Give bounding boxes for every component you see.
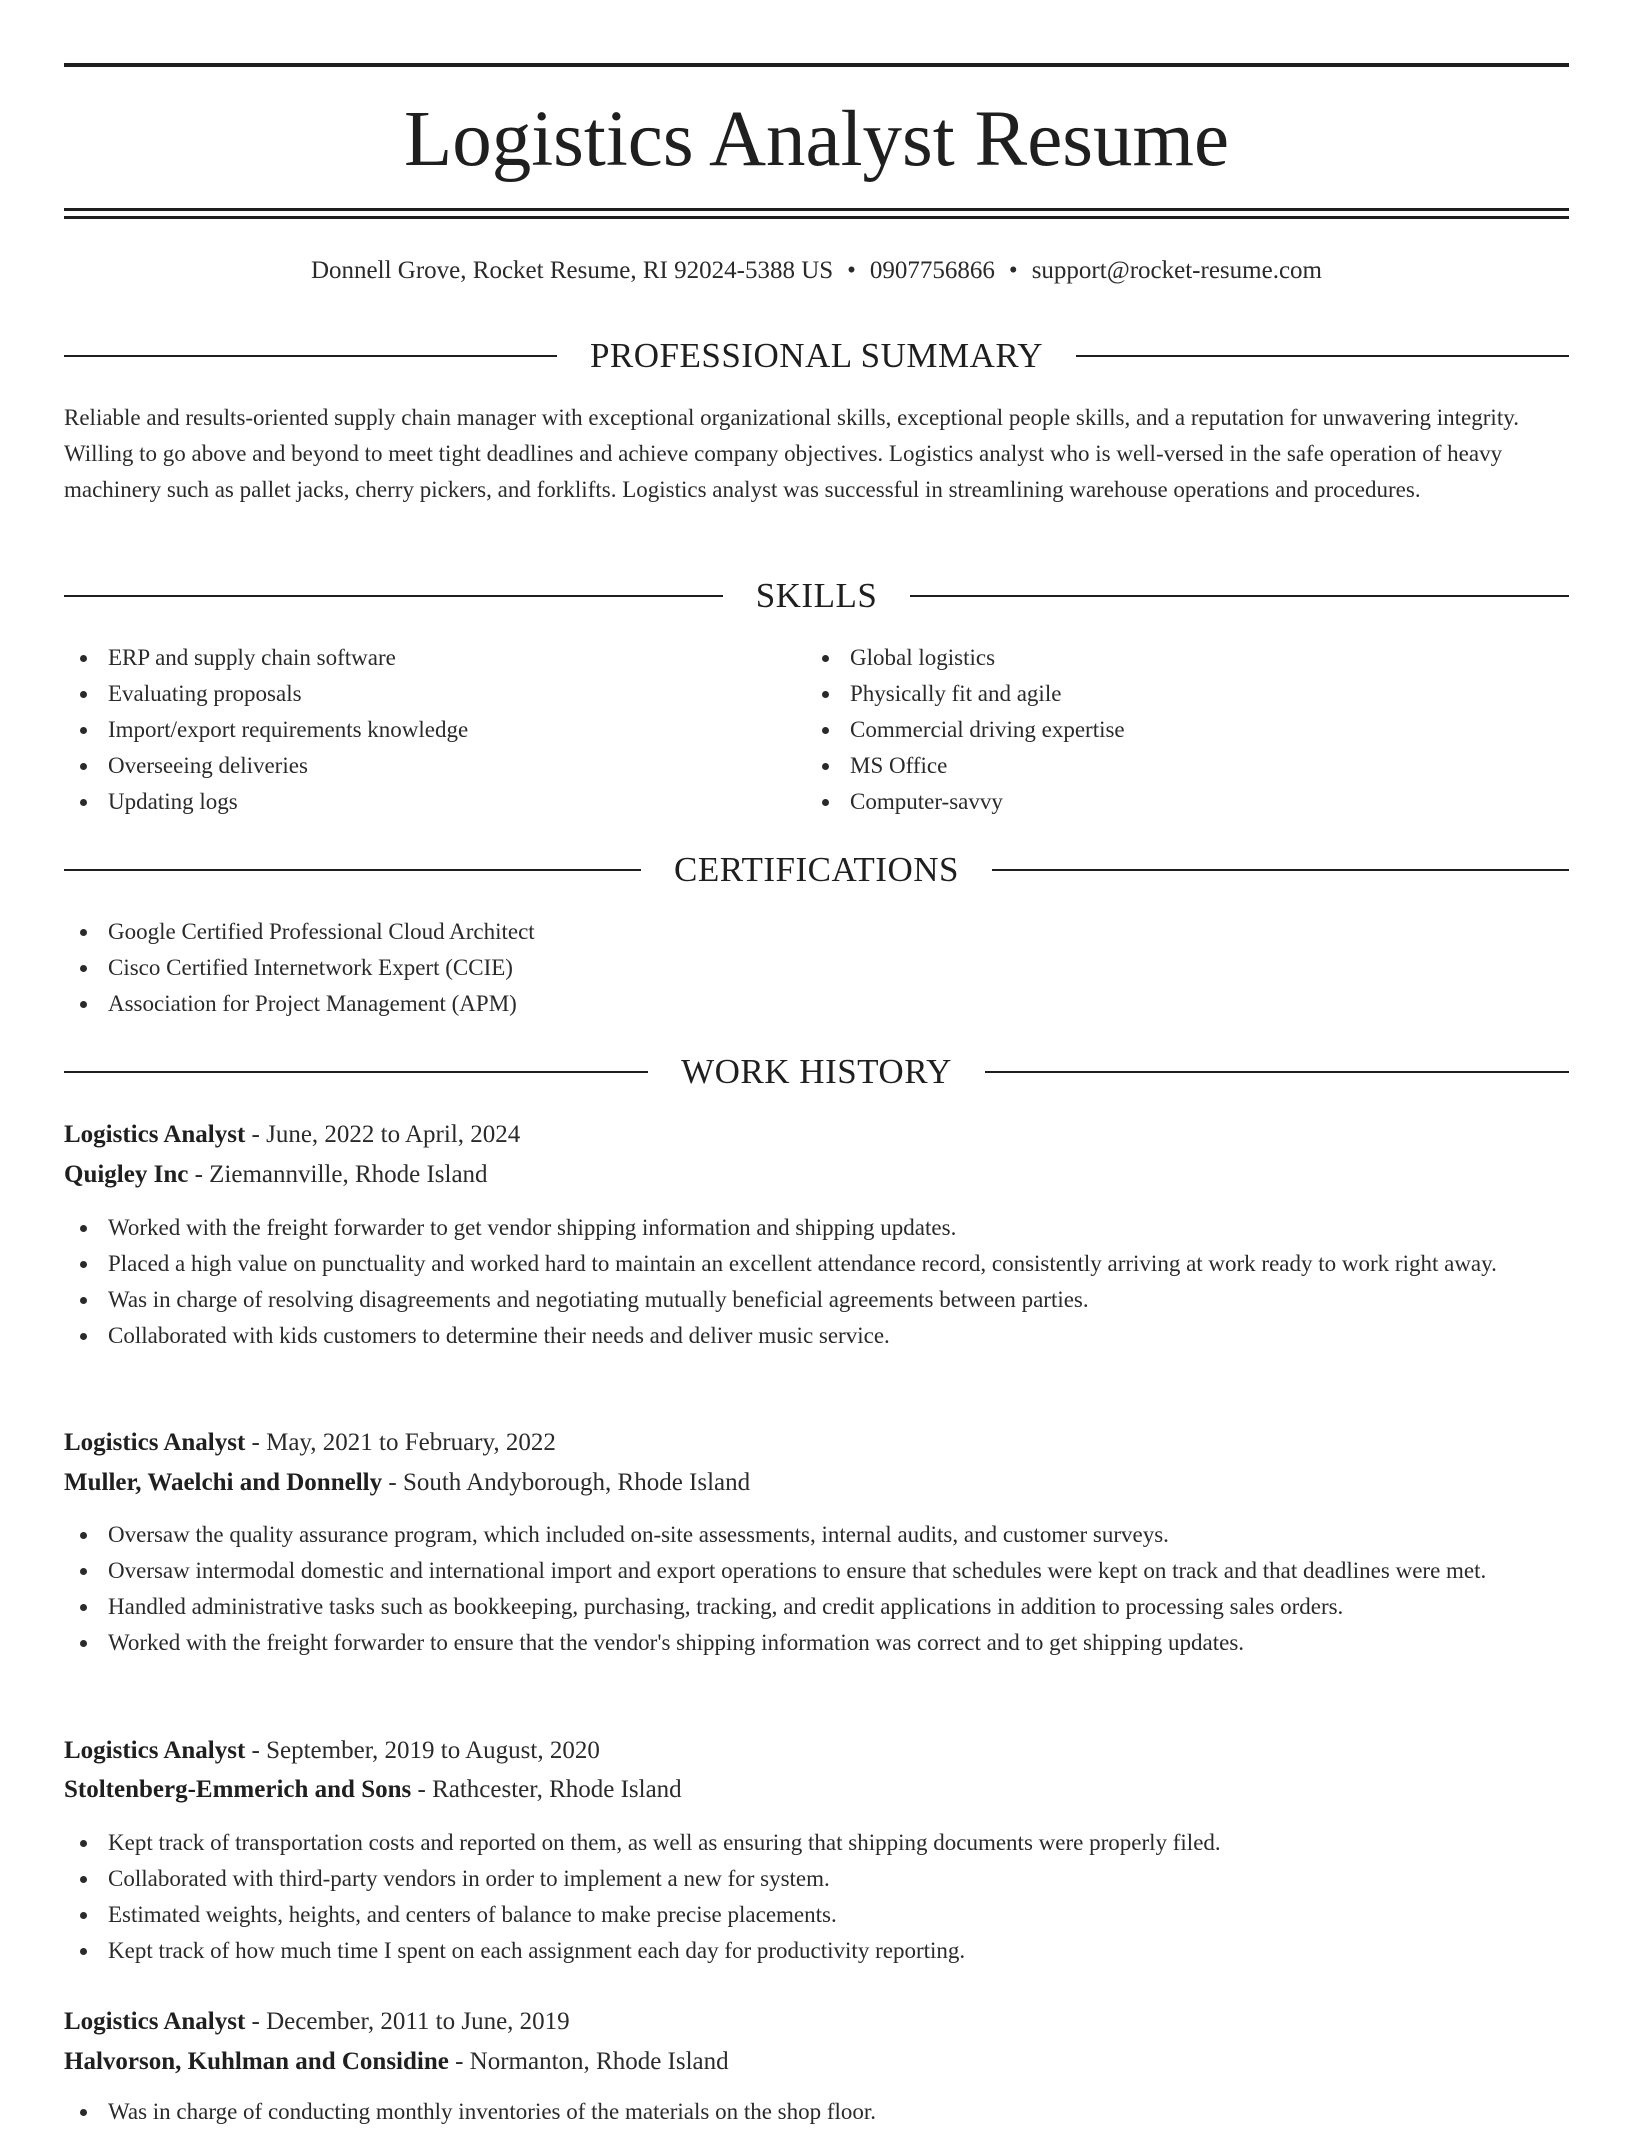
job-title: Logistics Analyst <box>64 1121 246 1148</box>
section-title-skills: SKILLS <box>755 576 878 615</box>
job-location: Normanton, Rhode Island <box>469 2048 729 2075</box>
job-bullets <box>64 1517 1569 1661</box>
skill-item: Updating logs <box>64 784 804 820</box>
certification-item: Association for Project Management (APM) <box>64 986 1569 1022</box>
skill-item: Evaluating proposals <box>64 676 804 712</box>
job-title: Logistics Analyst <box>64 1737 246 1764</box>
certification-item: Google Certified Professional Cloud Architect <box>64 914 1569 950</box>
job-title: Logistics Analyst <box>64 1429 246 1456</box>
skill-item: Physically fit and agile <box>806 676 1566 712</box>
job-title-line: Logistics Analyst - June, 2022 to April, 2024 <box>64 1121 521 1148</box>
contact-email: support@rocket-resume.com <box>1031 257 1322 284</box>
contact-address: Donnell Grove, Rocket Resume, RI 92024-5388 US <box>311 257 834 284</box>
skill-item: ERP and supply chain software <box>64 640 804 676</box>
section-rule-left <box>64 595 723 597</box>
job-company-line: Muller, Waelchi and Donnelly - South Andyborough, Rhode Island <box>64 1469 751 1496</box>
job-title: Logistics Analyst <box>64 2008 246 2035</box>
skills-list-right <box>806 640 1566 820</box>
job-bullets <box>64 1825 1569 1969</box>
job-location: South Andyborough, Rhode Island <box>402 1469 751 1496</box>
job-dates: June, 2022 to April, 2024 <box>266 1121 521 1148</box>
job-dates: December, 2011 to June, 2019 <box>266 2008 570 2035</box>
section-rule-right <box>985 1071 1569 1073</box>
job-bullets <box>64 1210 1569 1354</box>
skill-item: MS Office <box>806 748 1566 784</box>
job-bullet: Collaborated with third-party vendors in order to implement a new for system. <box>64 1861 1569 1897</box>
job-bullets <box>64 2094 1569 2130</box>
section-header-summary <box>64 334 1569 378</box>
job-bullet: Estimated weights, heights, and centers of balance to make precise placements. <box>64 1897 1569 1933</box>
job-company: Halvorson, Kuhlman and Considine <box>64 2048 449 2075</box>
job-bullet: Was in charge of conducting monthly inventories of the materials on the shop floor. <box>64 2094 1569 2130</box>
job-bullet: Worked with the freight forwarder to get vendor shipping information and shipping updates. <box>64 1210 1569 1246</box>
job-title-line: Logistics Analyst - September, 2019 to August, 2020 <box>64 1737 600 1764</box>
section-rule-right <box>992 869 1569 871</box>
job-title-line: Logistics Analyst - May, 2021 to February, 2022 <box>64 1429 556 1456</box>
job-bullet: Worked with the freight forwarder to ensure that the vendor's shipping information was correct and to get shipping updates. <box>64 1625 1569 1661</box>
section-header-certifications <box>64 848 1569 892</box>
job-location: Ziemannville, Rhode Island <box>209 1161 488 1188</box>
resume-title: Logistics Analyst Resume <box>403 96 1230 183</box>
contact-separator: • <box>1008 257 1018 284</box>
job-bullet: Collaborated with kids customers to determine their needs and deliver music service. <box>64 1318 1569 1354</box>
job-bullet: Was in charge of resolving disagreements and negotiating mutually beneficial agreements between parties. <box>64 1282 1569 1318</box>
job-company-line: Quigley Inc - Ziemannville, Rhode Island <box>64 1161 488 1188</box>
job-company: Quigley Inc <box>64 1161 189 1188</box>
summary-paragraph: Reliable and results-oriented supply chain manager with exceptional organizational skills, exceptional people skills, and a reputation for unwavering integrity. Willing to go above and beyond to meet tight deadlines and achieve company objectives. Logistics analyst who is well-versed in the safe operation of heavy machinery such as pallet jacks, cherry pickers, and forklifts. Logistics analyst was successful in streamlining warehouse operations and procedures. <box>64 405 1519 502</box>
section-header-work-history <box>64 1050 1569 1094</box>
job-dates: May, 2021 to February, 2022 <box>266 1429 556 1456</box>
skill-item: Computer-savvy <box>806 784 1566 820</box>
section-header-skills <box>64 574 1569 618</box>
job-bullet: Handled administrative tasks such as bookkeeping, purchasing, tracking, and credit applications in addition to processing sales orders. <box>64 1589 1569 1625</box>
job-bullet: Oversaw the quality assurance program, which included on-site assessments, internal audits, and customer surveys. <box>64 1517 1569 1553</box>
job-company-line: Halvorson, Kuhlman and Considine - Normanton, Rhode Island <box>64 2048 729 2075</box>
job-location: Rathcester, Rhode Island <box>432 1776 682 1803</box>
section-rule-left <box>64 355 557 357</box>
section-rule-right <box>910 595 1569 597</box>
job-bullet: Placed a high value on punctuality and worked hard to maintain an excellent attendance record, consistently arriving at work ready to work right away. <box>64 1246 1569 1282</box>
job-bullet: Kept track of how much time I spent on each assignment each day for productivity reporting. <box>64 1933 1569 1969</box>
section-title-work-history: WORK HISTORY <box>681 1052 952 1091</box>
skills-list-left <box>64 640 804 820</box>
skill-item: Global logistics <box>806 640 1566 676</box>
skill-item: Commercial driving expertise <box>806 712 1566 748</box>
section-title-certifications: CERTIFICATIONS <box>674 850 959 889</box>
top-rule <box>64 63 1569 67</box>
certifications-list <box>64 914 1569 1022</box>
skill-item: Overseeing deliveries <box>64 748 804 784</box>
contact-phone: 0907756866 <box>869 257 995 284</box>
title-rule-lower <box>64 216 1569 219</box>
job-company-line: Stoltenberg-Emmerich and Sons - Rathcester, Rhode Island <box>64 1776 682 1803</box>
job-company: Stoltenberg-Emmerich and Sons <box>64 1776 412 1803</box>
contact-line <box>64 254 1569 288</box>
section-title-summary: PROFESSIONAL SUMMARY <box>589 336 1044 375</box>
certification-item: Cisco Certified Internetwork Expert (CCIE) <box>64 950 1569 986</box>
title-rule-upper <box>64 208 1569 211</box>
contact-separator: • <box>847 257 856 284</box>
skill-item: Import/export requirements knowledge <box>64 712 804 748</box>
section-rule-left <box>64 869 641 871</box>
section-rule-left <box>64 1071 648 1073</box>
job-bullet: Kept track of transportation costs and reported on them, as well as ensuring that shipping documents were properly filed. <box>64 1825 1569 1861</box>
job-title-line: Logistics Analyst - December, 2011 to June, 2019 <box>64 2008 570 2035</box>
section-rule-right <box>1076 355 1569 357</box>
job-dates: September, 2019 to August, 2020 <box>266 1737 600 1764</box>
job-bullet: Oversaw intermodal domestic and international import and export operations to ensure that schedules were kept on track and that deadlines were met. <box>64 1553 1569 1589</box>
job-company: Muller, Waelchi and Donnelly <box>64 1469 383 1496</box>
